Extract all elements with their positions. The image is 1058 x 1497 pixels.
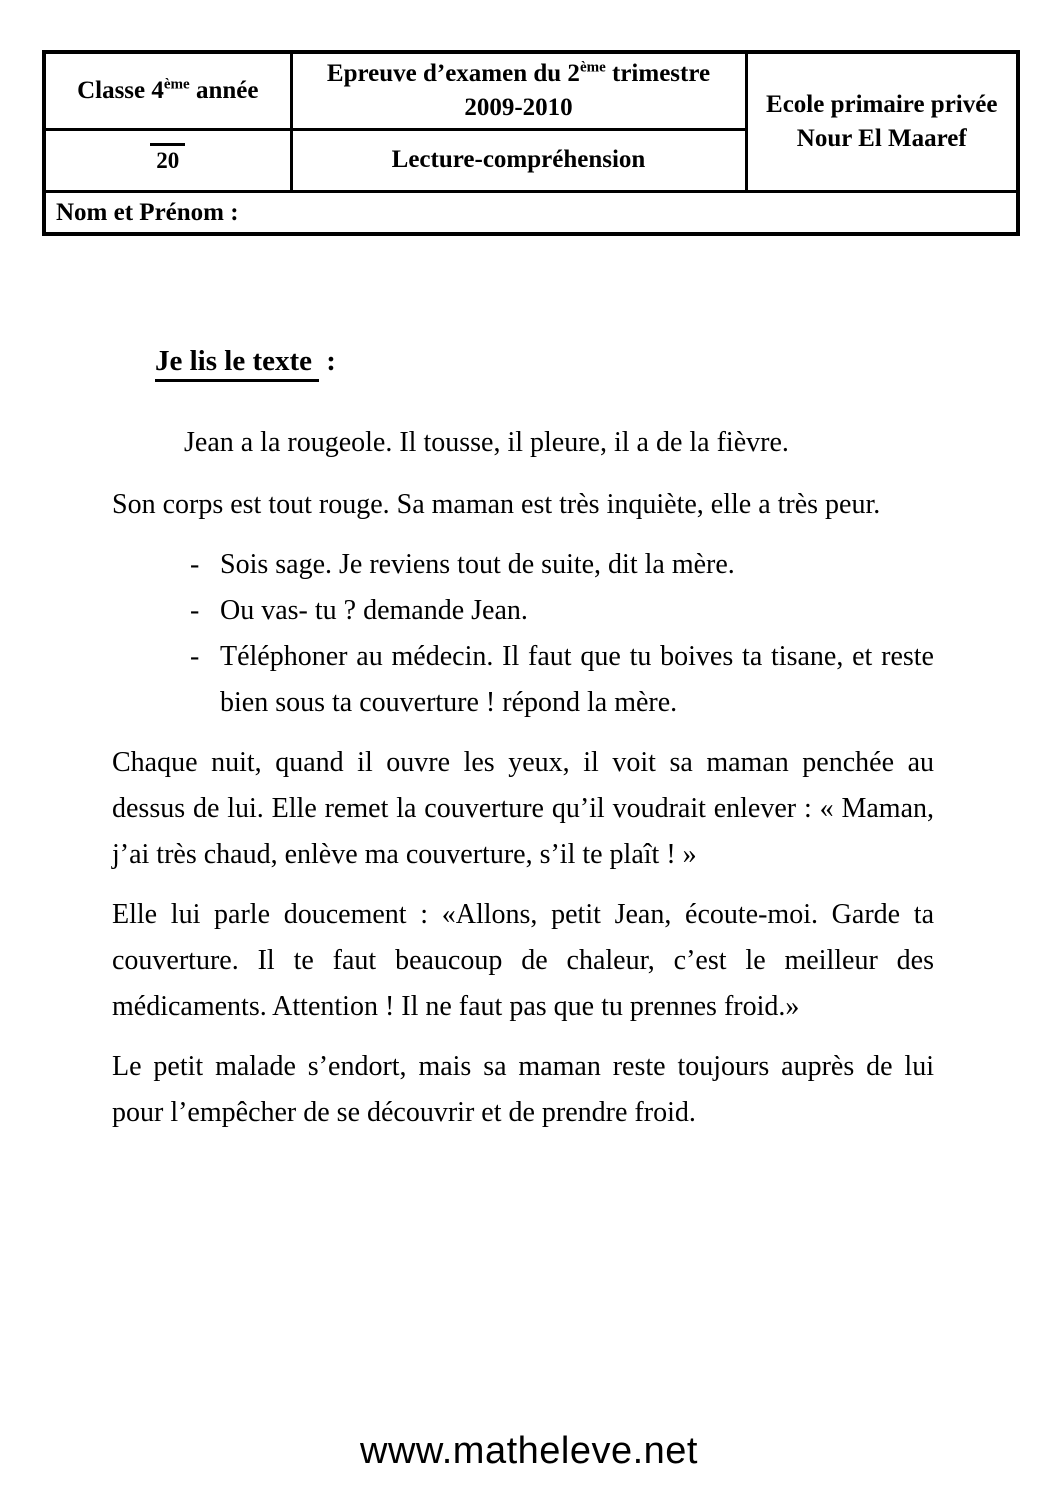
footer-website-url: www.matheleve.net	[360, 1430, 698, 1472]
paragraph-son-corps: Son corps est tout rouge. Sa maman est très inquiète, elle a très peur.	[112, 489, 881, 520]
section-title	[155, 338, 934, 384]
dialogue-dash: -	[190, 549, 200, 580]
school-name-line2: Nour El Maaref	[796, 124, 967, 152]
school-name-line1: Ecole primaire privée	[766, 91, 998, 118]
dialogue-text: Ou vas- tu ? demande Jean.	[220, 595, 528, 626]
exam-title-cell	[291, 52, 746, 129]
paragraph-le-petit-malade: Le petit malade s’endort, mais sa maman reste toujours auprès de lui pour l’empêcher de se découvrir et de prendre froid.	[112, 1051, 934, 1128]
exam-title-suffix: trimestre	[605, 60, 711, 87]
header-table	[42, 50, 1020, 236]
reading-passage	[112, 338, 934, 1150]
dialogue-dash: -	[190, 641, 200, 672]
class-cell	[44, 52, 291, 129]
section-title-underlined-text: Je lis le texte	[155, 345, 319, 382]
class-label-prefix: Classe 4	[77, 76, 164, 104]
exam-title-prefix: Epreuve d’examen du 2	[326, 60, 580, 87]
dialogue-list	[112, 542, 934, 726]
dialogue-dash: -	[190, 595, 200, 626]
exam-school-year: 2009-2010	[464, 93, 573, 121]
dialogue-item-sois-sage	[112, 542, 934, 588]
dialogue-item-ou-vas-tu	[112, 588, 934, 634]
paragraph-elle-lui-parle: Elle lui parle doucement : «Allons, petit Jean, écoute-moi. Garde ta couverture. Il te faut beaucoup de chaleur, c’est le meilleur des médicaments. Attention ! Il ne faut pas que tu prennes froid.»	[112, 899, 934, 1022]
class-ordinal-superscript: ème	[163, 76, 190, 93]
paragraph-chaque-nuit: Chaque nuit, quand il ouvre les yeux, il voit sa maman penchée au dessus de lui. Elle remet la couverture qu’il voudrait enlever : « Maman, j’ai très chaud, enlève ma couverture, s’il te plaît ! »	[112, 747, 934, 870]
name-row-label: Nom et Prénom :	[44, 191, 1018, 234]
dialogue-text: Téléphoner au médecin. Il faut que tu boives ta tisane, et reste bien sous ta couverture ! répond la mère.	[220, 641, 934, 718]
class-label-suffix: année	[189, 76, 259, 104]
dialogue-text: Sois sage. Je reviens tout de suite, dit la mère.	[220, 549, 735, 580]
score-cell	[44, 129, 291, 191]
subject-cell: Lecture-compréhension	[291, 129, 746, 191]
exam-title-line	[299, 57, 739, 91]
section-title-colon: :	[319, 345, 336, 377]
school-cell	[746, 52, 1018, 191]
paragraph-jean-rougeole: Jean a la rougeole. Il tousse, il pleure, il a de la fièvre.	[184, 427, 789, 458]
exam-ordinal-superscript: ème	[579, 59, 606, 76]
dialogue-item-telephoner	[112, 634, 934, 726]
score-max-points: 20	[150, 143, 185, 173]
